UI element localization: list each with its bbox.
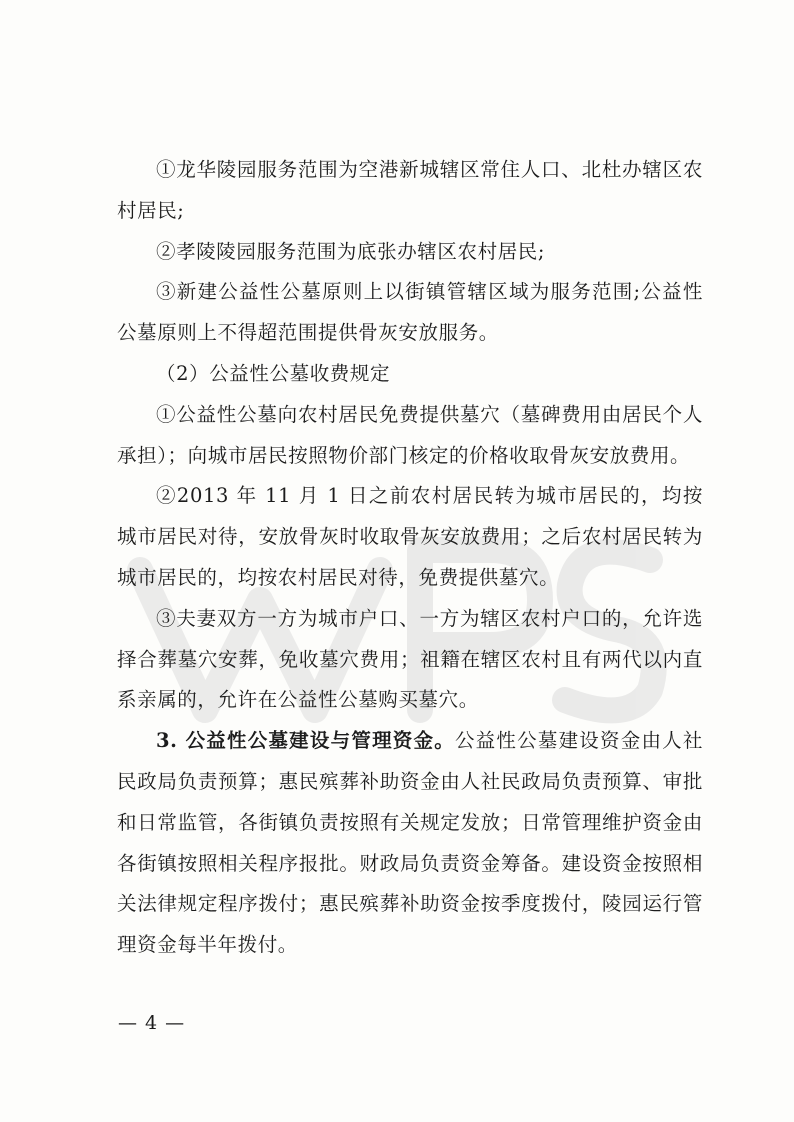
paragraph-fee-rule-2: ②2013 年 11 月 1 日之前农村居民转为城市居民的，均按城市居民对待，安放骨灰时收取骨灰安放费用；之后农村居民转为城市居民的，均按农村居民对待，免费提供墓穴。 [117, 484, 703, 589]
funding-heading: 3. 公益性公墓建设与管理资金。 [156, 729, 455, 753]
section-heading-fees: （2）公益性公墓收费规定 [156, 361, 391, 385]
paragraph-new-cemetery-scope: ③新建公益性公墓原则上以街镇管辖区域为服务范围;公益性公墓原则上不得超范围提供骨灰安放服务。 [117, 280, 703, 345]
paragraph-funding [117, 721, 703, 966]
paragraph-fee-rule-3: ③夫妻双方一方为城市户口、一方为辖区农村户口的，允许选择合葬墓穴安葬，免收墓穴费用；祖籍在辖区农村且有两代以内直系亲属的，允许在公益性公墓购买墓穴。 [117, 606, 703, 712]
funding-body: 公益性公墓建设资金由人社民政局负责预算；惠民殡葬补助资金由人社民政局负责预算、审批和日常监管，各街镇负责按照有关规定发放；日常管理维护资金由各街镇按照相关程序报批。财政局负责资金筹备。建设资金按照相关法律规定程序拨付；惠民殡葬补助资金按季度拨付，陵园运行管理资金每半年拨付。 [117, 729, 703, 957]
page-number: — 4 — [118, 1012, 186, 1034]
paragraph-longhua-scope: ①龙华陵园服务范围为空港新城辖区常住人口、北杜办辖区农村居民; [117, 158, 703, 222]
paragraph-xiaoling-scope: ②孝陵陵园服务范围为底张办辖区农村居民; [156, 239, 546, 263]
paragraph-fee-rule-1: ①公益性公墓向农村居民免费提供墓穴（墓碑费用由居民个人承担）；向城市居民按照物价部门核定的价格收取骨灰安放费用。 [117, 402, 703, 467]
document-body [117, 150, 703, 966]
